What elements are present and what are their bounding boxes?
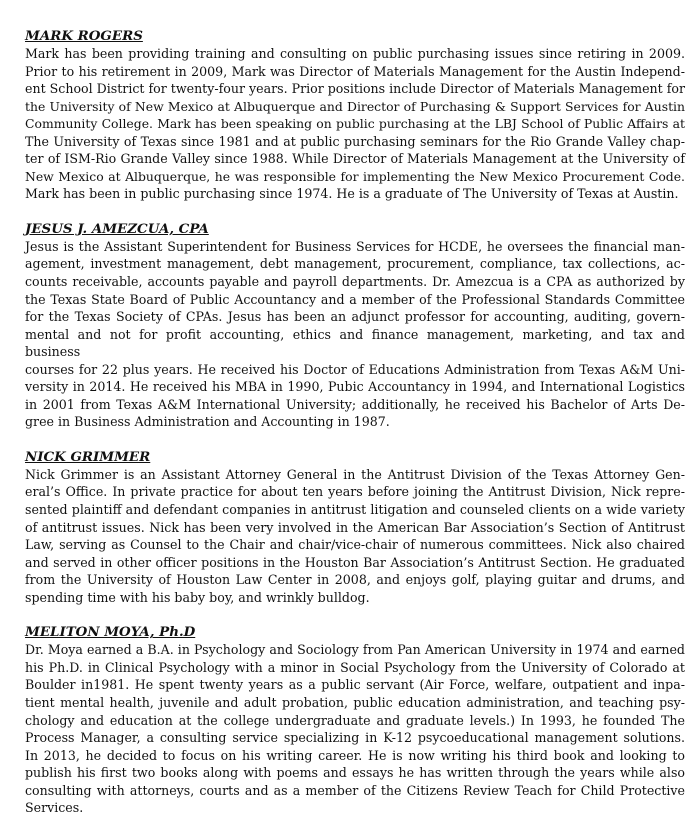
text-line: Boulder in1981. He spent twenty years as a public servant (Air Force, welfare, outpatient and inpa- [25,677,685,693]
text-line: eral’s Office. In private practice for about ten years before joining the Antitrust Division, Nick repre- [25,484,685,500]
text-line: his Ph.D. in Clinical Psychology with a minor in Social Psychology from the University of Colorado at [25,659,685,675]
text-line: spending time with his baby boy, and wrinkly bulldog. [25,589,370,605]
text-line: ent School District for twenty-four years. Prior positions include Director of Materials Management for [25,81,685,97]
text-line: New Mexico at Albuquerque, he was responsible for implementing the New Mexico Procurement Code. [25,168,685,184]
text-line: courses for 22 plus years. He received his Doctor of Educations Administration from Texas A&M Uni- [25,361,685,377]
text-line: and served in other officer positions in the Houston Bar Association’s Antitrust Section. He graduated [25,554,685,570]
text-line: Law, serving as Counsel to the Chair and chair/vice-chair of numerous committees. Nick also chaired [25,537,685,553]
document-page [25,28,685,835]
text-line: Mark has been providing training and consulting on public purchasing issues since retiring in 2009. [25,46,685,61]
text-line: mental and not for profit accounting, ethics and finance management, marketing, and tax and business [25,326,685,360]
text-line: Jesus is the Assistant Superintendent for Business Services for HCDE, he oversees the financial man- [25,238,685,254]
text-line: Services. [25,800,84,816]
bio-name: MARK ROGERS [25,28,143,44]
text-line: agement, investment management, debt management, procurement, compliance, tax collections, ac- [25,256,685,272]
bio-name: MELITON MOYA, Ph.D [25,624,196,641]
bio-mark-rogers [25,28,685,203]
text-line: publish his first two books along with poems and essays he has written through the years while also [25,765,685,781]
text-line: Process Manager, a consulting service specializing in K-12 psycoeducational management solutions. [25,730,685,746]
bio-meliton-moya [25,624,685,816]
text-line: for the Texas Society of CPAs. Jesus has been an adjunct professor for accounting, auditing, govern- [25,309,685,325]
text-line: Nick Grimmer is an Assistant Attorney General in the Antitrust Division of the Texas Attorney Gen- [25,466,685,482]
text-line: versity in 2014. He received his MBA in 1990, Pubic Accountancy in 1994, and International Logistics [25,379,685,395]
text-line: The University of Texas since 1981 and at public purchasing seminars for the Rio Grande Valley chap- [25,133,685,149]
text-line: Dr. Moya earned a B.A. in Psychology and Sociology from Pan American University in 1974 and earned [25,642,685,658]
text-line: chology and education at the college undergraduate and graduate levels.) In 1993, he founded The [25,712,685,728]
text-line: Prior to his retirement in 2009, Mark was Director of Materials Management for the Austin Independ- [25,63,685,79]
bio-text [25,466,685,606]
bio-text [25,238,685,431]
text-line: gree in Business Administration and Accounting in 1987. [25,414,390,430]
text-line: in 2001 from Texas A&M International University; additionally, he received his Bachelor of Arts De- [25,396,685,412]
bio-nick-grimmer [25,449,685,606]
text-line: tient mental health, juvenile and adult probation, public education administration, and teaching psy- [25,694,685,710]
text-line: Community College. Mark has been speaking on public purchasing at the LBJ School of Public Affairs at [25,116,685,132]
text-line: sented plaintiff and defendant companies in antitrust litigation and counseled clients on a wide variety [25,502,685,518]
text-line: ter of ISM-Rio Grande Valley since 1988. While Director of Materials Management at the University of [25,151,685,167]
bio-jesus-amezcua [25,221,685,431]
text-line: from the University of Houston Law Center in 2008, and enjoys golf, playing guitar and drums, and [25,572,685,588]
bio-name: NICK GRIMMER [25,448,151,465]
bio-name: JESUS J. AMEZCUA, CPA [25,220,209,237]
text-line: the University of New Mexico at Albuquerque and Director of Purchasing & Support Services for Austin [25,98,685,114]
text-line: counts receivable, accounts payable and payroll departments. Dr. Amezcua is a CPA as authorized by [25,274,685,290]
bio-text [25,45,685,203]
text-line: Mark has been in public purchasing since 1974. He is a graduate of The University of Texas at Austin. [25,186,679,202]
text-line: the Texas State Board of Public Accountancy and a member of the Professional Standards Committee [25,291,685,307]
text-line: In 2013, he decided to focus on his writing career. He is now writing his third book and looking to [25,747,685,763]
text-line: consulting with attorneys, courts and as a member of the Citizens Review Teach for Child Protective [25,782,685,798]
bio-text [25,641,685,816]
text-line: of antitrust issues. Nick has been very involved in the American Bar Association’s Section of Antitrust [25,519,685,535]
